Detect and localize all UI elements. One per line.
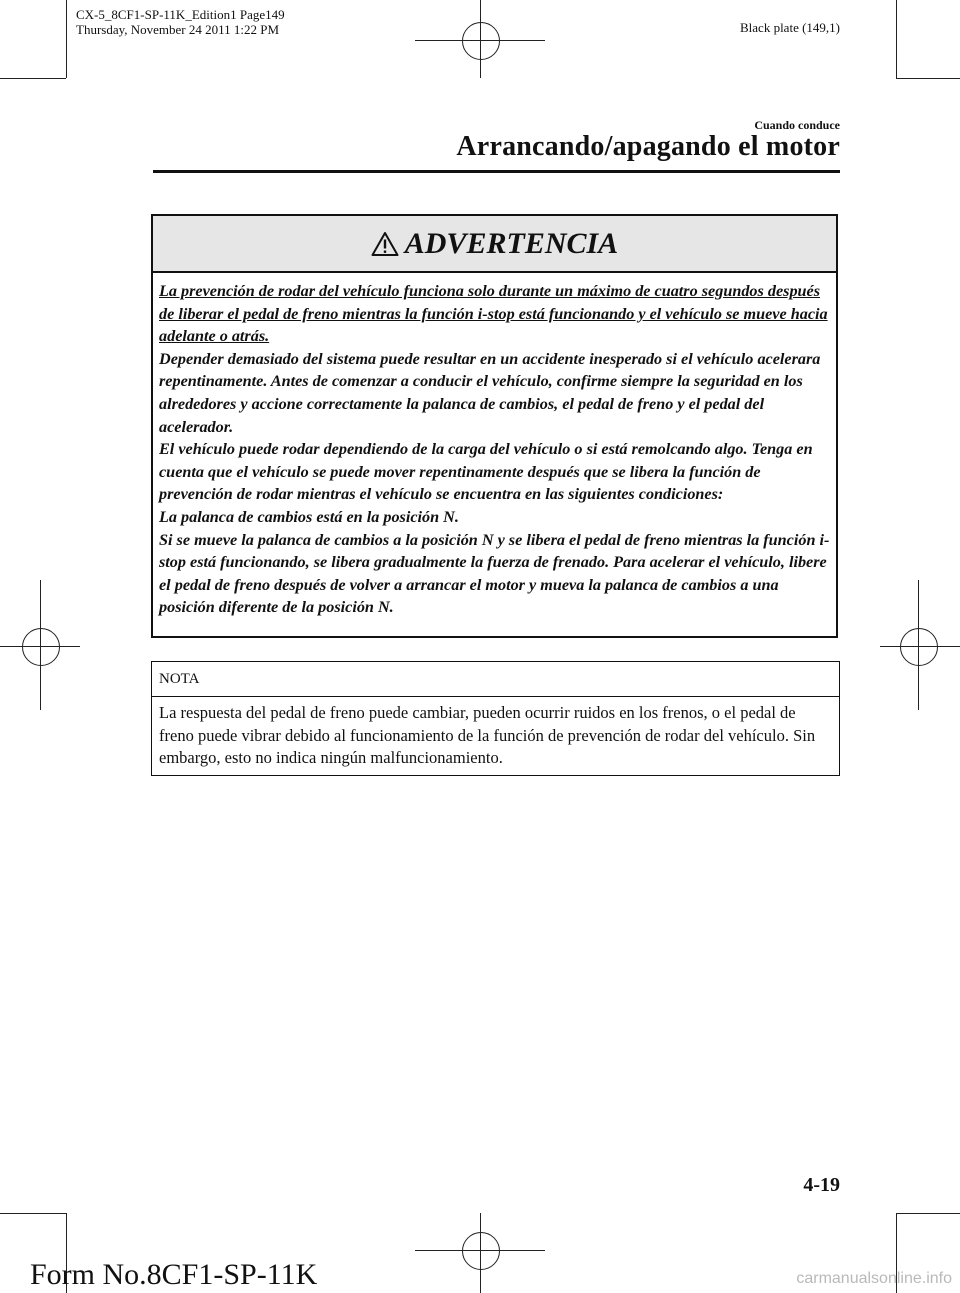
note-header: [152, 662, 839, 697]
warning-paragraph: La palanca de cambios está en la posición N.: [159, 507, 459, 526]
registration-mark-circle: [462, 22, 500, 60]
note-title: NOTA: [159, 670, 200, 687]
form-number: Form No.8CF1-SP-11K: [30, 1258, 318, 1291]
crop-mark: [0, 78, 66, 79]
watermark: carmanualsonline.info: [796, 1270, 952, 1287]
crop-mark: [896, 78, 960, 79]
crop-mark: [66, 0, 67, 78]
title-rule: [153, 170, 840, 173]
page-number: 4-19: [803, 1174, 840, 1196]
print-metadata-line: Thursday, November 24 2011 1:22 PM: [76, 22, 280, 37]
print-metadata-line: CX-5_8CF1-SP-11K_Edition1 Page149: [76, 7, 285, 22]
crop-mark: [0, 1213, 66, 1214]
warning-header: [153, 216, 836, 273]
crop-mark: [896, 1213, 960, 1214]
warning-box: [151, 214, 838, 638]
registration-mark-circle: [900, 628, 938, 666]
registration-mark-circle: [22, 628, 60, 666]
note-text: La respuesta del pedal de freno puede cambiar, pueden ocurrir ruidos en los frenos, o el pedal de freno puede vibrar debido al funcionamiento de la función de prevención de rodar del vehículo. Sin embargo, esto no indica ningún malfuncionamiento.: [159, 703, 816, 768]
plate-label: Black plate (149,1): [740, 20, 840, 35]
note-box: [151, 661, 840, 776]
print-metadata: [76, 7, 285, 37]
registration-mark-circle: [462, 1232, 500, 1270]
section-label: Cuando conduce: [754, 118, 840, 132]
warning-paragraph: Depender demasiado del sistema puede resultar en un accidente inesperado si el vehículo acelerara repentinamente. Antes de comenzar a conducir el vehículo, confirme siempre la seguridad en los alrededores y accione correctamente la palanca de cambios, el pedal de freno y el pedal del acelerador.: [159, 349, 821, 436]
crop-mark: [896, 0, 897, 78]
warning-paragraph: El vehículo puede rodar dependiendo de la carga del vehículo o si está remolcando algo. Tenga en cuenta que el vehículo se puede mover repentinamente después que se libera la función de prevención de rodar mientras el vehículo se encuentra en las siguientes condiciones:: [159, 440, 813, 504]
warning-title: ADVERTENCIA: [404, 226, 619, 260]
section-title: Arrancando/apagando el motor: [456, 131, 840, 162]
warning-body: [153, 273, 836, 619]
warning-paragraph: Si se mueve la palanca de cambios a la posición N y se libera el pedal de freno mientras la función i-stop está funcionando, se libera gradualmente la fuerza de frenado. Para acelerar el vehículo, libere el pedal de freno después de volver a arrancar el motor y mueva la palanca de cambios a una posición diferente de la posición N.: [159, 530, 830, 617]
warning-triangle-icon: [371, 231, 399, 257]
warning-underlined-text: La prevención de rodar del vehículo funciona solo durante un máximo de cuatro segundos después de liberar el pedal de freno mientras la función i-stop está funcionando y el vehículo se mueve hacia adelante o atrás.: [159, 282, 828, 346]
